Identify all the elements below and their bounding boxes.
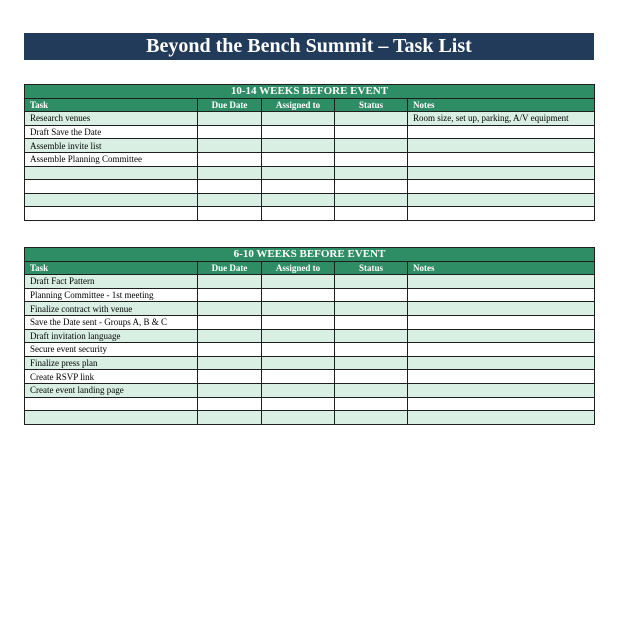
assigned-to-cell[interactable] <box>262 370 335 384</box>
notes-cell[interactable] <box>408 125 595 139</box>
status-cell[interactable] <box>335 112 408 126</box>
status-cell[interactable] <box>335 288 408 302</box>
table-row <box>25 356 595 370</box>
task-cell[interactable] <box>25 207 198 221</box>
assigned-to-cell[interactable] <box>262 180 335 194</box>
notes-cell[interactable] <box>408 315 595 329</box>
page-title: Beyond the Bench Summit – Task List <box>24 33 594 60</box>
status-cell[interactable] <box>335 370 408 384</box>
table-row <box>25 125 595 139</box>
assigned-to-cell[interactable] <box>262 315 335 329</box>
column-header-status: Status <box>335 261 408 275</box>
table-row <box>25 343 595 357</box>
assigned-to-cell[interactable] <box>262 411 335 425</box>
assigned-to-cell[interactable] <box>262 343 335 357</box>
table-row <box>25 315 595 329</box>
due-date-cell[interactable] <box>198 139 262 153</box>
assigned-to-cell[interactable] <box>262 112 335 126</box>
notes-cell[interactable] <box>408 302 595 316</box>
notes-cell[interactable] <box>408 180 595 194</box>
task-cell[interactable] <box>25 411 198 425</box>
due-date-cell[interactable] <box>198 329 262 343</box>
due-date-cell[interactable] <box>198 356 262 370</box>
table-row <box>25 383 595 397</box>
notes-cell[interactable] <box>408 166 595 180</box>
assigned-to-cell[interactable] <box>262 275 335 289</box>
due-date-cell[interactable] <box>198 112 262 126</box>
notes-cell[interactable] <box>408 411 595 425</box>
assigned-to-cell[interactable] <box>262 288 335 302</box>
assigned-to-cell[interactable] <box>262 125 335 139</box>
due-date-cell[interactable] <box>198 152 262 166</box>
due-date-cell[interactable] <box>198 370 262 384</box>
task-cell[interactable]: Assemble invite list <box>25 139 198 153</box>
task-cell[interactable]: Planning Committee - 1st meeting <box>25 288 198 302</box>
due-date-cell[interactable] <box>198 315 262 329</box>
notes-cell[interactable] <box>408 193 595 207</box>
table-row <box>25 411 595 425</box>
column-header-assigned-to: Assigned to <box>262 261 335 275</box>
task-cell[interactable]: Create event landing page <box>25 383 198 397</box>
task-cell[interactable]: Finalize press plan <box>25 356 198 370</box>
assigned-to-cell[interactable] <box>262 383 335 397</box>
due-date-cell[interactable] <box>198 207 262 221</box>
task-cell[interactable] <box>25 166 198 180</box>
due-date-cell[interactable] <box>198 275 262 289</box>
notes-cell[interactable] <box>408 370 595 384</box>
column-header-due-date: Due Date <box>198 261 262 275</box>
status-cell[interactable] <box>335 166 408 180</box>
column-header-notes: Notes <box>408 98 595 112</box>
due-date-cell[interactable] <box>198 302 262 316</box>
task-cell[interactable]: Draft invitation language <box>25 329 198 343</box>
status-cell[interactable] <box>335 302 408 316</box>
due-date-cell[interactable] <box>198 343 262 357</box>
column-header-task: Task <box>25 98 198 112</box>
notes-cell[interactable] <box>408 397 595 411</box>
table-row <box>25 397 595 411</box>
table-row <box>25 193 595 207</box>
column-header-assigned-to: Assigned to <box>262 98 335 112</box>
due-date-cell[interactable] <box>198 180 262 194</box>
table-row <box>25 329 595 343</box>
task-cell[interactable]: Draft Fact Pattern <box>25 275 198 289</box>
notes-cell[interactable] <box>408 288 595 302</box>
table-row <box>25 302 595 316</box>
due-date-cell[interactable] <box>198 166 262 180</box>
assigned-to-cell[interactable] <box>262 397 335 411</box>
assigned-to-cell[interactable] <box>262 356 335 370</box>
status-cell[interactable] <box>335 329 408 343</box>
column-header-notes: Notes <box>408 261 595 275</box>
notes-cell[interactable]: Room size, set up, parking, A/V equipment <box>408 112 595 126</box>
notes-cell[interactable] <box>408 343 595 357</box>
assigned-to-cell[interactable] <box>262 166 335 180</box>
task-cell[interactable] <box>25 397 198 411</box>
table-row <box>25 112 595 126</box>
status-cell[interactable] <box>335 315 408 329</box>
notes-cell[interactable] <box>408 275 595 289</box>
status-cell[interactable] <box>335 139 408 153</box>
status-cell[interactable] <box>335 152 408 166</box>
status-cell[interactable] <box>335 180 408 194</box>
due-date-cell[interactable] <box>198 411 262 425</box>
table-row <box>25 166 595 180</box>
status-cell[interactable] <box>335 383 408 397</box>
status-cell[interactable] <box>335 207 408 221</box>
due-date-cell[interactable] <box>198 288 262 302</box>
due-date-cell[interactable] <box>198 383 262 397</box>
notes-cell[interactable] <box>408 356 595 370</box>
table-row <box>25 139 595 153</box>
assigned-to-cell[interactable] <box>262 152 335 166</box>
task-cell[interactable]: Assemble Planning Committee <box>25 152 198 166</box>
task-cell[interactable]: Secure event security <box>25 343 198 357</box>
column-header-status: Status <box>335 98 408 112</box>
status-cell[interactable] <box>335 411 408 425</box>
task-table-section-1 <box>24 84 595 221</box>
table-row <box>25 180 595 194</box>
status-cell[interactable] <box>335 397 408 411</box>
notes-cell[interactable] <box>408 207 595 221</box>
notes-cell[interactable] <box>408 383 595 397</box>
status-cell[interactable] <box>335 125 408 139</box>
task-cell[interactable]: Create RSVP link <box>25 370 198 384</box>
task-cell[interactable]: Draft Save the Date <box>25 125 198 139</box>
status-cell[interactable] <box>335 356 408 370</box>
table-row <box>25 370 595 384</box>
notes-cell[interactable] <box>408 152 595 166</box>
task-table-section-2 <box>24 247 595 425</box>
table-row <box>25 275 595 289</box>
notes-cell[interactable] <box>408 139 595 153</box>
column-header-task: Task <box>25 261 198 275</box>
column-header-due-date: Due Date <box>198 98 262 112</box>
task-cell[interactable] <box>25 180 198 194</box>
section-heading: 10-14 WEEKS BEFORE EVENT <box>25 85 595 99</box>
task-cell[interactable] <box>25 193 198 207</box>
status-cell[interactable] <box>335 343 408 357</box>
assigned-to-cell[interactable] <box>262 193 335 207</box>
notes-cell[interactable] <box>408 329 595 343</box>
task-cell[interactable]: Research venues <box>25 112 198 126</box>
assigned-to-cell[interactable] <box>262 139 335 153</box>
status-cell[interactable] <box>335 275 408 289</box>
table-row <box>25 288 595 302</box>
assigned-to-cell[interactable] <box>262 329 335 343</box>
status-cell[interactable] <box>335 193 408 207</box>
due-date-cell[interactable] <box>198 397 262 411</box>
table-row <box>25 152 595 166</box>
task-cell[interactable]: Finalize contract with venue <box>25 302 198 316</box>
section-heading: 6-10 WEEKS BEFORE EVENT <box>25 248 595 262</box>
due-date-cell[interactable] <box>198 125 262 139</box>
task-cell[interactable]: Save the Date sent - Groups A, B & C <box>25 315 198 329</box>
assigned-to-cell[interactable] <box>262 207 335 221</box>
table-row <box>25 207 595 221</box>
due-date-cell[interactable] <box>198 193 262 207</box>
assigned-to-cell[interactable] <box>262 302 335 316</box>
